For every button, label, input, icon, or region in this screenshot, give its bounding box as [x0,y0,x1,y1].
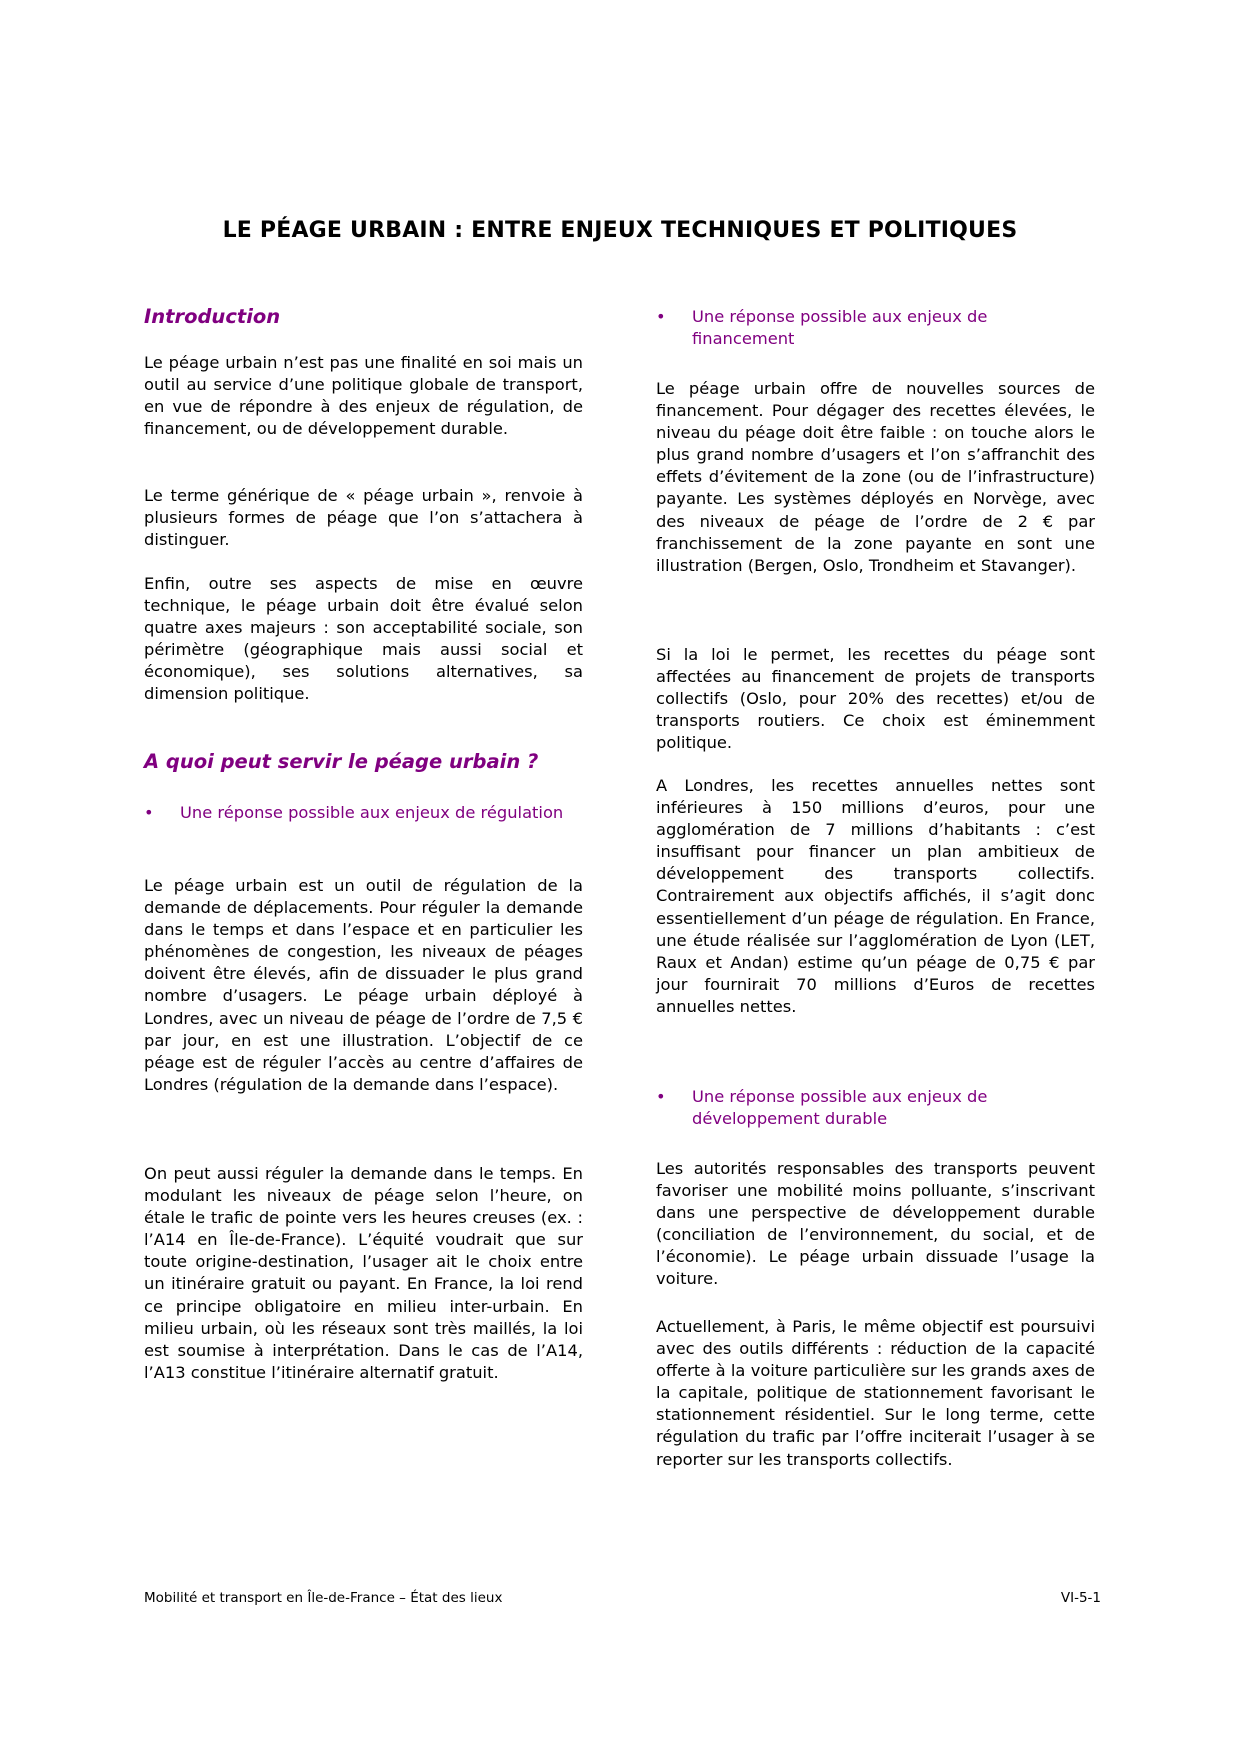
financement-paragraph-3: A Londres, les recettes annuelles nettes sont inférieures à 150 millions d’euros, pour une agglomération de 7 millions d’habitants : c’est insuffisant pour financer un plan ambitieux de développement des transports collectifs. Contrairement aux objectifs affichés, il s’agit donc essentiellement d’un péage de régulation. En France, une étude réalisée sur l’agglomération de Lyon (LET, Raux et Andan) estime qu’un péage de 0,75 € par jour fournirait 70 millions d’Euros de recettes annuelles nettes. [656,776,1095,1016]
page-title: LE PÉAGE URBAIN : ENTRE ENJEUX TECHNIQUES ET POLITIQUES [222,218,1018,243]
intro-paragraph-1: Le péage urbain n’est pas une finalité en soi mais un outil au service d’une politique globale de transport, en vue de répondre à des enjeux de régulation, de financement, ou de développement durable. [144,353,583,439]
footer-title: Mobilité et transport en Île-de-France – État des lieux [144,1590,503,1606]
page-number: VI-5-1 [1060,1590,1101,1606]
regulation-paragraph-1: Le péage urbain est un outil de régulation de la demande de déplacements. Pour réguler la demande dans le temps et dans l’espace et en particulier les phénomènes de congestion, les niveaux de péages doivent être élevés, afin de dissuader le plus grand nombre d’usagers. Le péage urbain déployé à Londres, avec un niveau de péage de l’ordre de 7,5 € par jour, en est une illustration. L’objectif de ce péage est de réguler l’accès au centre d’affaires de Londres (régulation de la demande dans l’espace). [144,876,583,1094]
regulation-paragraph-2: On peut aussi réguler la demande dans le temps. En modulant les niveaux de péage selon l’heure, on étale le trafic de pointe vers les heures creuses (ex. : l’A14 en Île-de-France). L’équité voudrait que sur toute origine-destination, l’usager ait le choix entre un itinéraire gratuit ou payant. En France, la loi rend ce principe obligatoire en milieu inter-urbain. En milieu urbain, où les réseaux sont très maillés, la loi est soumise à interprétation. Dans le cas de l’A14, l’A13 constitue l’itinéraire alternatif gratuit. [144,1164,583,1382]
intro-heading: Introduction [144,305,281,328]
financement-paragraph-2: Si la loi le permet, les recettes du péage sont affectées au financement de projets de transports collectifs (Oslo, pour 20% des recettes) et/ou de transports routiers. Ce choix est éminemment politique. [656,645,1095,753]
developpement-paragraph-2: Actuellement, à Paris, le même objectif est poursuivi avec des outils différents : réduction de la capacité offerte à la voiture particulière sur les grands axes de la capitale, politique de stationnement favorisant le stationnement résidentiel. Sur le long terme, cette régulation du trafic par l’offre inciterait l’usager à se reporter sur les transports collectifs. [656,1317,1095,1469]
bullet-icon: • [656,307,666,326]
section-heading: A quoi peut servir le péage urbain ? [144,750,539,773]
bullet-icon: • [144,803,154,822]
developpement-paragraph-1: Les autorités responsables des transports peuvent favoriser une mobilité moins polluante, s’inscrivant dans une perspective de développement durable (conciliation de l’environnement, du social, et de l’économie). Le péage urbain dissuade l’usage la voiture. [656,1159,1095,1289]
financement-paragraph-1: Le péage urbain offre de nouvelles sources de financement. Pour dégager des recettes élevées, le niveau du péage doit être faible : on touche alors le plus grand nombre d’usagers et l’on s’affranchit des effets d’évitement de la zone (ou de l’infrastructure) payante. Les systèmes déployés en Norvège, avec des niveaux de péage de l’ordre de 2 € par franchissement de la zone payante en sont une illustration (Bergen, Oslo, Trondheim et Stavanger). [656,379,1095,575]
bullet-icon: • [656,1087,666,1106]
intro-paragraph-3: Enfin, outre ses aspects de mise en œuvre technique, le péage urbain doit être évalué selon quatre axes majeurs : son acceptabilité sociale, son périmètre (géographique mais aussi social et économique), ses solutions alternatives, sa dimension politique. [144,574,583,704]
intro-paragraph-2: Le terme générique de « péage urbain », renvoie à plusieurs formes de péage que l’on s’attachera à distinguer. [144,486,583,550]
